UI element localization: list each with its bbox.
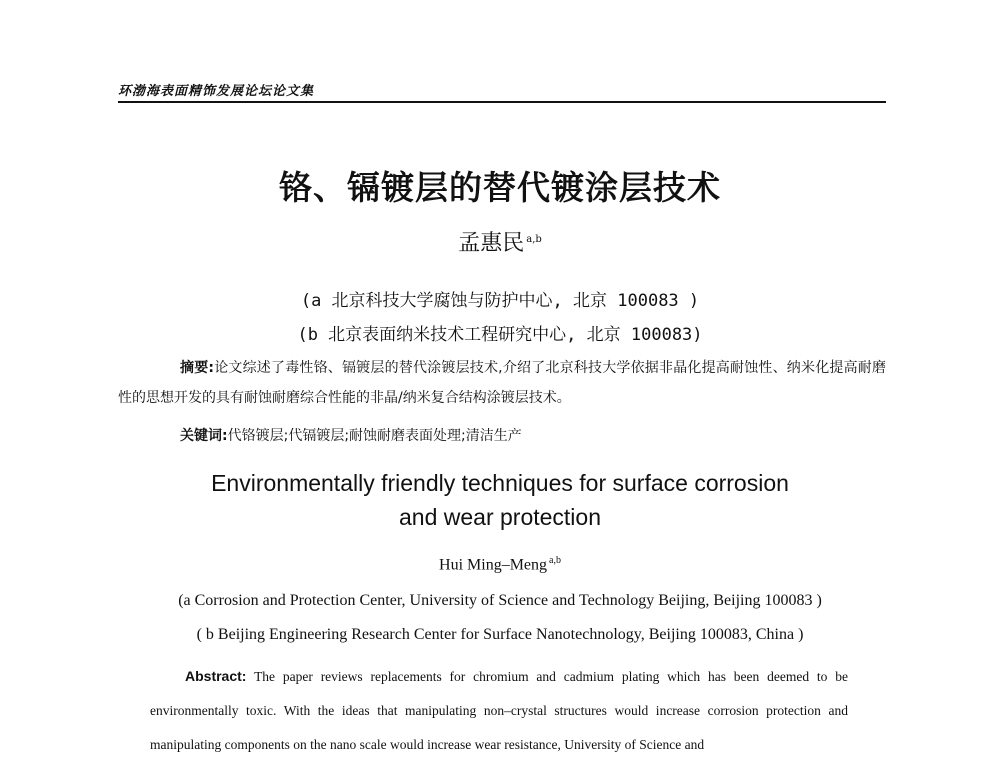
abstract-en-text: The paper reviews replacements for chromium and cadmium plating which has been deemed to be environmentally toxic. With the ideas that manipulating non–crystal structures would increase corrosion protection and manipulating components on the nano scale would increase wear resistance, University of Science and [150,669,848,752]
author-en-superscript: a,b [549,555,561,566]
running-header: 环渤海表面精饰发展论坛论文集 [118,84,315,99]
affiliation-en-b: ( b Beijing Engineering Research Center for Surface Nanotechnology, Beijing 100083, China ) [196,626,804,643]
keywords-cn-text: 代铬镀层;代镉镀层;耐蚀耐磨表面处理;清洁生产 [227,428,522,444]
abstract-cn [118,353,886,413]
header-rule [118,101,886,103]
keywords-cn [180,425,522,445]
paper-title-cn: 铬、镉镀层的替代镀涂层技术 [279,168,721,207]
abstract-en-label: Abstract: [185,668,247,684]
keywords-cn-label: 关键词: [180,428,228,444]
author-cn-superscript: a,b [526,233,542,245]
affiliation-en-a: (a Corrosion and Protection Center, University of Science and Technology Beijing, Beijing 100083 ) [178,592,822,609]
abstract-en [150,659,848,762]
paper-title-en [0,466,1000,534]
author-en [0,555,1000,574]
abstract-cn-label: 摘要: [180,360,214,376]
author-en-name: Hui Ming–Meng [439,556,548,574]
author-cn-name: 孟惠民 [458,231,525,256]
paper-title-en-line2: and wear protection [398,504,601,530]
abstract-cn-text: 论文综述了毒性铬、镉镀层的替代涂镀层技术,介绍了北京科技大学依据非晶化提高耐蚀性、纳米化提高耐磨性的思想开发的具有耐蚀耐磨综合性能的非晶/纳米复合结构涂镀层技术。 [118,360,886,406]
author-cn [0,226,1000,257]
affiliation-cn-b: (b 北京表面纳米技术工程研究中心, 北京 100083) [297,325,703,345]
paper-title-en-line1: Environmentally friendly techniques for surface corrosion [211,470,789,496]
affiliation-cn-a: (a 北京科技大学腐蚀与防护中心, 北京 100083 ) [300,291,700,311]
